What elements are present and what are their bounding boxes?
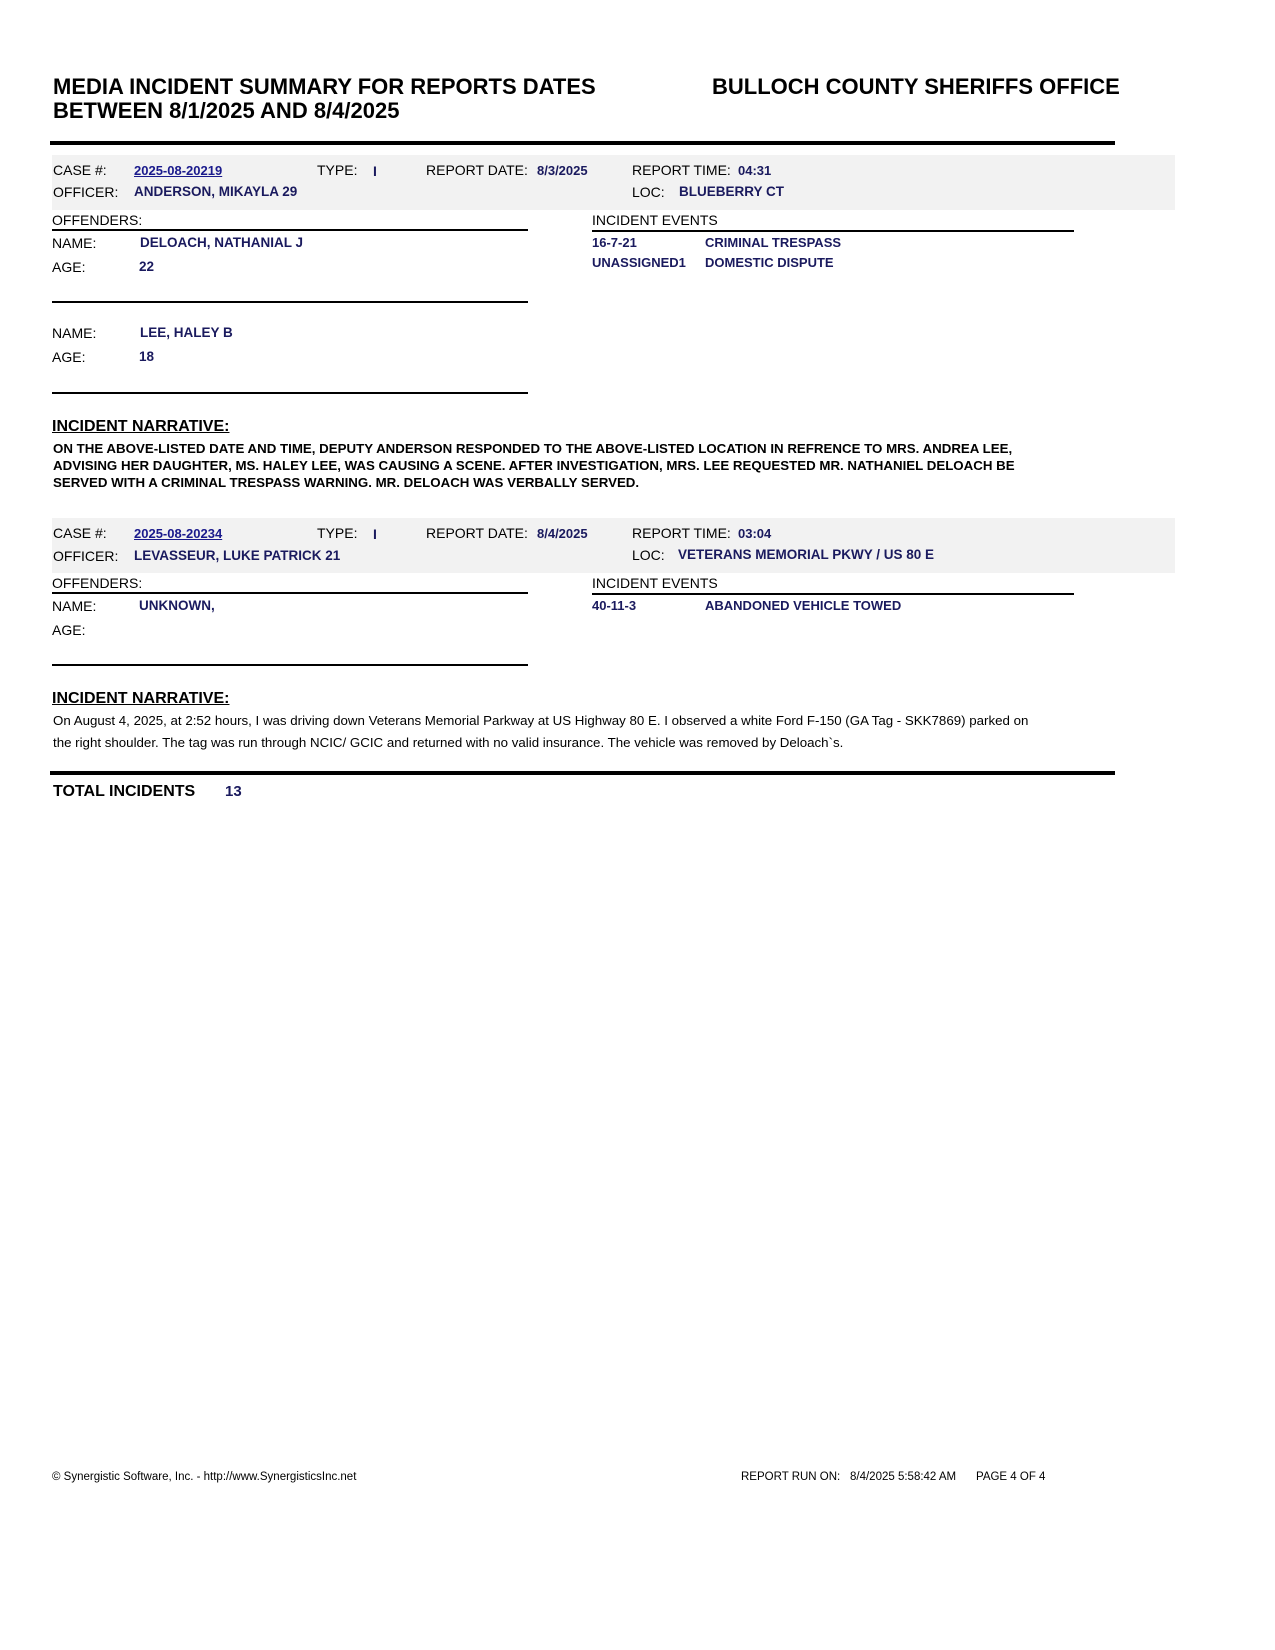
report-title-line2: BETWEEN 8/1/2025 AND 8/4/2025 [53, 98, 400, 123]
narrative-line: ADVISING HER DAUGHTER, MS. HALEY LEE, WAS CAUSING A SCENE. AFTER INVESTIGATION, MRS. LEE REQUESTED MR. NATHANIEL DELOACH BE [53, 458, 1015, 473]
narrative-line: the right shoulder. The tag was run through NCIC/ GCIC and returned with no valid insurance. The vehicle was removed by Deloach`s. [53, 735, 844, 750]
narrative-heading: INCIDENT NARRATIVE: [52, 418, 230, 435]
case-number-link[interactable]: 2025-08-20219 [134, 163, 223, 178]
officer-value: LEVASSEUR, LUKE PATRICK 21 [134, 548, 341, 563]
report-date-label: REPORT DATE: [426, 525, 528, 541]
offender-divider [52, 301, 528, 303]
offender-age-label: AGE: [52, 349, 86, 365]
offender-divider [52, 664, 528, 666]
footer-copyright: © Synergistic Software, Inc. - http://www.SynergisticsInc.net [52, 1471, 357, 1483]
offender-age-label: AGE: [52, 259, 86, 275]
offender-name: DELOACH, NATHANIAL J [140, 235, 304, 250]
total-incidents-label: TOTAL INCIDENTS [53, 783, 196, 800]
report-time-label: REPORT TIME: [632, 162, 731, 178]
case-label: CASE #: [53, 525, 107, 541]
narrative-heading: INCIDENT NARRATIVE: [52, 690, 230, 707]
loc-label: LOC: [632, 547, 665, 563]
agency-name: BULLOCH COUNTY SHERIFFS OFFICE [712, 74, 1120, 99]
loc-value: BLUEBERRY CT [679, 184, 785, 199]
event-code: 40-11-3 [592, 598, 637, 613]
type-value: I [373, 526, 377, 542]
report-title-line1: MEDIA INCIDENT SUMMARY FOR REPORTS DATES [53, 74, 596, 99]
offenders-heading: OFFENDERS: [52, 212, 143, 228]
incident-events-heading: INCIDENT EVENTS [592, 575, 718, 591]
narrative-line: On August 4, 2025, at 2:52 hours, I was driving down Veterans Memorial Parkway at US Highway 80 E. I observed a white Ford F-150 (GA Tag - SKK7869) parked on [53, 713, 1029, 728]
offender-age-label: AGE: [52, 622, 86, 638]
offenders-divider [52, 592, 528, 594]
event-code: UNASSIGNED1 [592, 255, 686, 270]
page-number: PAGE 4 OF 4 [976, 1471, 1046, 1483]
type-value: I [373, 163, 377, 179]
offender-name: UNKNOWN, [139, 598, 215, 613]
total-divider [50, 771, 1115, 775]
event-description: ABANDONED VEHICLE TOWED [705, 598, 902, 613]
offender-name-label: NAME: [52, 325, 97, 341]
report-date-value: 8/3/2025 [537, 163, 588, 178]
narrative-line: ON THE ABOVE-LISTED DATE AND TIME, DEPUTY ANDERSON RESPONDED TO THE ABOVE-LISTED LOCATION IN REFRENCE TO MRS. ANDREA LEE, [53, 441, 1013, 456]
officer-label: OFFICER: [53, 184, 119, 200]
event-code: 16-7-21 [592, 235, 637, 250]
officer-label: OFFICER: [53, 548, 119, 564]
report-time-value: 03:04 [738, 526, 772, 541]
incident-events-divider [592, 593, 1074, 595]
offenders-divider [52, 229, 528, 231]
case-label: CASE #: [53, 162, 107, 178]
report-time-value: 04:31 [738, 163, 772, 178]
case-number-link[interactable]: 2025-08-20234 [134, 526, 223, 541]
type-label: TYPE: [317, 162, 358, 178]
loc-value: VETERANS MEMORIAL PKWY / US 80 E [678, 547, 935, 562]
offender-age: 18 [139, 349, 155, 364]
event-description: DOMESTIC DISPUTE [705, 255, 834, 270]
loc-label: LOC: [632, 184, 665, 200]
offenders-heading: OFFENDERS: [52, 575, 143, 591]
header-divider [50, 141, 1115, 145]
narrative-text [53, 710, 1143, 754]
report-time-label: REPORT TIME: [632, 525, 731, 541]
narrative-text [53, 440, 1133, 491]
type-label: TYPE: [317, 525, 358, 541]
report-run-on-label: REPORT RUN ON: [741, 1471, 841, 1483]
incident-events-heading: INCIDENT EVENTS [592, 212, 718, 228]
offender-age: 22 [139, 259, 155, 274]
offender-name-label: NAME: [52, 598, 97, 614]
report-date-value: 8/4/2025 [537, 526, 588, 541]
incident-events-divider [592, 230, 1074, 232]
event-description: CRIMINAL TRESPASS [705, 235, 842, 250]
report-date-label: REPORT DATE: [426, 162, 528, 178]
narrative-line: SERVED WITH A CRIMINAL TRESPASS WARNING. MR. DELOACH WAS VERBALLY SERVED. [53, 475, 640, 490]
officer-value: ANDERSON, MIKAYLA 29 [134, 184, 298, 199]
offender-name-label: NAME: [52, 235, 97, 251]
offender-divider [52, 392, 528, 394]
offender-name: LEE, HALEY B [140, 325, 233, 340]
total-incidents-count: 13 [225, 783, 242, 800]
report-run-on-value: 8/4/2025 5:58:42 AM [850, 1471, 957, 1483]
